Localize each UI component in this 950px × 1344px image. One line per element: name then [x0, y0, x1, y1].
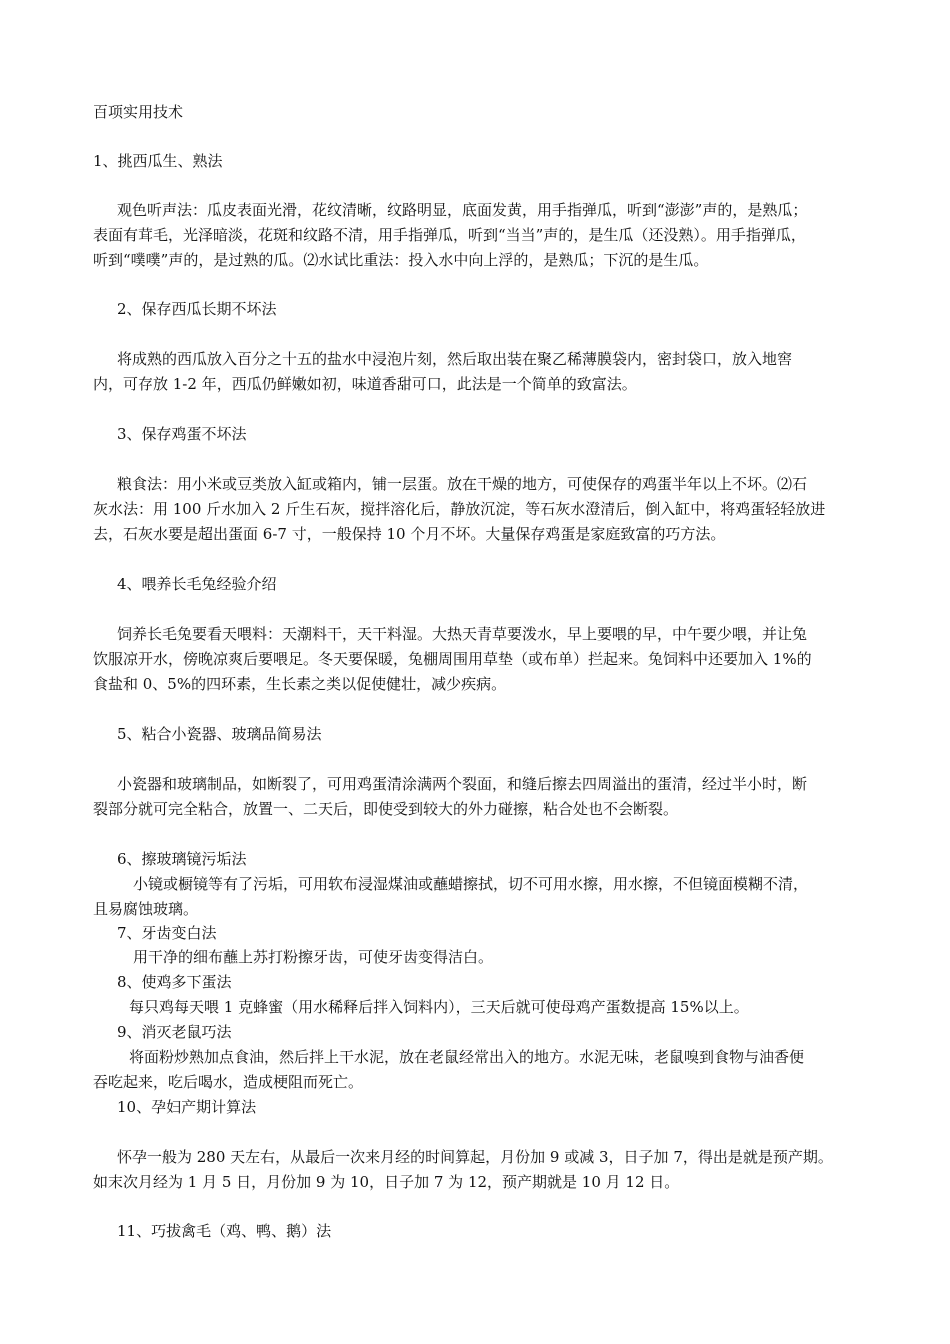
section-heading-7: 7、牙齿变白法 — [117, 924, 217, 942]
section-heading-9: 9、消灭老鼠巧法 — [117, 1023, 232, 1041]
section-5-text-line: 裂部分就可完全粘合，放置一、二天后，即使受到较大的外力碰擦，粘合处也不会断裂。 — [93, 800, 679, 818]
section-1-text-line: 听到“噗噗”声的，是过熟的瓜。⑵水试比重法：投入水中向上浮的，是熟瓜；下沉的是生瓜。 — [93, 251, 709, 269]
section-heading-3: 3、保存鸡蛋不坏法 — [117, 425, 247, 443]
section-4-text-line: 食盐和 0、5%的四环素，生长素之类以促使健壮，减少疾病。 — [93, 675, 507, 693]
section-3-text-line: 粮食法：用小米或豆类放入缸或箱内，铺一层蛋。放在干燥的地方，可使保存的鸡蛋半年以上不坏。⑵石 — [117, 475, 808, 493]
section-4-text-line: 饮服凉开水，傍晚凉爽后要喂足。冬天要保暖，兔棚周围用草垫（或布单）拦起来。兔饲料中还要加入 1%的 — [93, 650, 812, 668]
section-heading-8: 8、使鸡多下蛋法 — [117, 973, 232, 991]
section-10-text-line: 如末次月经为 1 月 5 日，月份加 9 为 10，日子加 7 为 12，预产期就是 10 月 12 日。 — [93, 1173, 680, 1191]
section-1-text-line: 观色听声法：瓜皮表面光滑，花纹清晰，纹路明显，底面发黄，用手指弹瓜，听到“澎澎”声的，是熟瓜； — [117, 201, 808, 219]
document-title: 百项实用技术 — [93, 103, 184, 121]
section-heading-6: 6、擦玻璃镜污垢法 — [117, 850, 247, 868]
section-2-text-line: 将成熟的西瓜放入百分之十五的盐水中浸泡片刻，然后取出装在聚乙稀薄膜袋内，密封袋口，放入地窖 — [117, 350, 793, 368]
section-6-text-line: 且易腐蚀玻璃。 — [93, 900, 199, 918]
section-3-text-line: 灰水法：用 100 斤水加入 2 斤生石灰，搅拌溶化后，静放沉淀，等石灰水澄清后，倒入缸中，将鸡蛋轻轻放进 — [93, 500, 826, 518]
section-9-text-line: 吞吃起来，吃后喝水，造成梗阻而死亡。 — [93, 1073, 364, 1091]
section-9-text-line: 将面粉炒熟加点食油，然后拌上干水泥，放在老鼠经常出入的地方。水泥无味，老鼠嗅到食物与油香便 — [129, 1048, 805, 1066]
section-6-text-line: 小镜或橱镜等有了污垢，可用软布浸湿煤油或蘸蜡擦拭，切不可用水擦，用水擦，不但镜面模糊不清， — [133, 875, 809, 893]
section-heading-10: 10、孕妇产期计算法 — [117, 1098, 257, 1116]
section-heading-4: 4、喂养长毛兔经验介绍 — [117, 575, 277, 593]
section-3-text-line: 去，石灰水要是超出蛋面 6-7 寸，一般保持 10 个月不坏。大量保存鸡蛋是家庭致富的巧方法。 — [93, 525, 726, 543]
section-2-text-line: 内，可存放 1-2 年，西瓜仍鲜嫩如初，味道香甜可口，此法是一个简单的致富法。 — [93, 375, 637, 393]
section-5-text-line: 小瓷器和玻璃制品，如断裂了，可用鸡蛋清涂满两个裂面，和缝后擦去四周溢出的蛋清，经过半小时，断 — [117, 775, 808, 793]
section-4-text-line: 饲养长毛兔要看天喂料：天潮料干，天干料湿。大热天青草要泼水，早上要喂的早，中午要少喂，并让兔 — [117, 625, 808, 643]
section-heading-5: 5、粘合小瓷器、玻璃品简易法 — [117, 725, 322, 743]
section-heading-2: 2、保存西瓜长期不坏法 — [117, 300, 277, 318]
section-1-text-line: 表面有茸毛，光泽暗淡，花斑和纹路不清，用手指弹瓜，听到“当当”声的，是生瓜（还没熟）。用手指弹瓜， — [93, 226, 806, 244]
section-heading-1: 1、挑西瓜生、熟法 — [93, 152, 223, 170]
section-8-text-line: 每只鸡每天喂 1 克蜂蜜（用水稀释后拌入饲料内），三天后就可使母鸡产蛋数提高 15%以上。 — [129, 998, 749, 1016]
section-7-text-line: 用干净的细布蘸上苏打粉擦牙齿，可使牙齿变得洁白。 — [133, 948, 494, 966]
section-10-text-line: 怀孕一般为 280 天左右，从最后一次来月经的时间算起，月份加 9 或减 3，日子加 7，得出是就是预产期。 — [117, 1148, 833, 1166]
section-heading-11: 11、巧拔禽毛（鸡、鸭、鹅）法 — [117, 1222, 332, 1240]
